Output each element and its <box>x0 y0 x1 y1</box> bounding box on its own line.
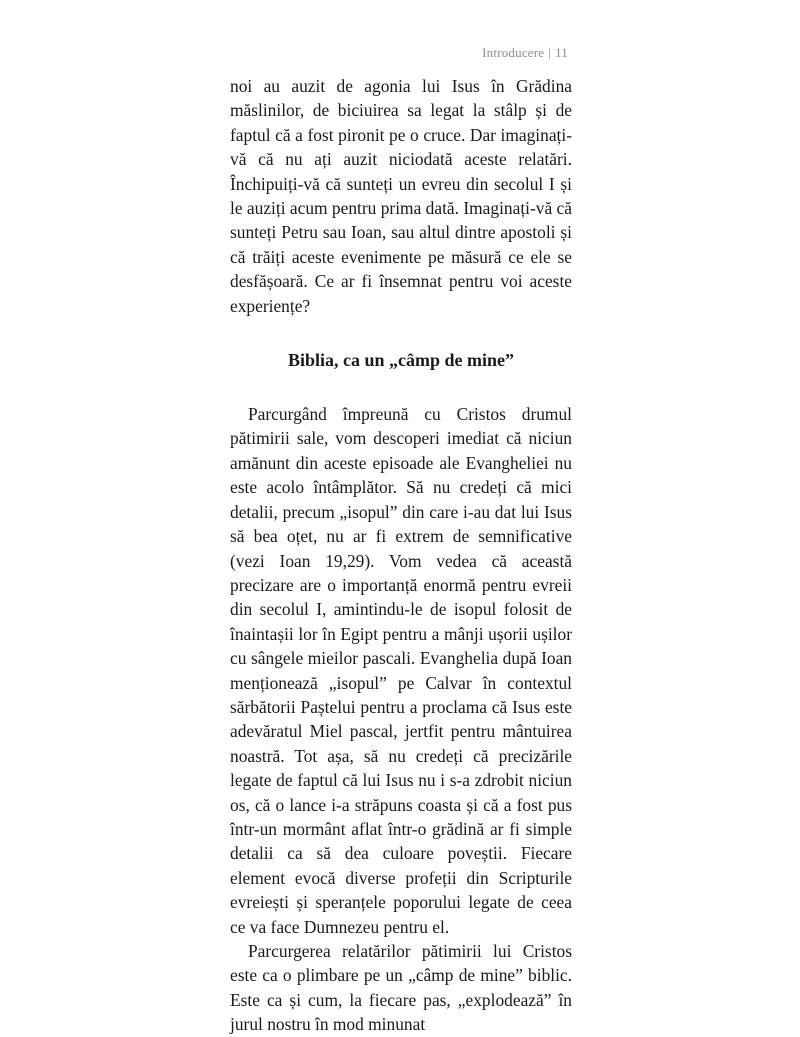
paragraph-continued: noi au auzit de agonia lui Isus în Grădina măslinilor, de biciuirea sa legat la stâlp și de faptul că a fost pironit pe o cruce. Dar imaginați-vă că nu ați auzit niciodată aceste relatări. Închipuiți-vă că sunteți un evreu din secolul I și le auziți acum pentru prima dată. Imaginați-vă că sunteți Petru sau Ioan, sau altul dintre apostoli și că trăiți aceste evenimente pe măsură ce ele se desfășoară. Ce ar fi însemnat pentru voi aceste experiențe? <box>230 76 572 316</box>
body-text <box>230 74 572 1037</box>
section-heading: Biblia, ca un „câmp de mine” <box>287 350 515 371</box>
paragraph: Parcurgerea relatărilor pătimirii lui Cristos este ca o plimbare pe un „câmp de mine” biblic. Este ca și cum, la fiecare pas, „explodează” în jurul nostru în mod minunat <box>230 941 572 1035</box>
running-head-section: Introducere <box>482 45 545 60</box>
running-head-separator: | <box>548 45 552 60</box>
paragraph: Parcurgând împreună cu Cristos drumul pătimirii sale, vom descoperi imediat că niciun amănunt din aceste episoade ale Evangheliei nu este acolo întâmplător. Să nu credeți că mici detalii, precum „isopul” din care i-au dat lui Isus să bea oțet, nu ar fi extrem de semnificative (vezi Ioan 19,29). Vom vedea că această precizare are o importanță enormă pentru evreii din secolul I, amintindu-le de isopul folosit de înaintașii lor în Egipt pentru a mânji ușorii ușilor cu sângele mieilor pascali. Evanghelia după Ioan menționează „isopul” pe Calvar în contextul sărbătorii Paștelui pentru a proclama că Isus este adevăratul Miel pascal, jertfit pentru mântuirea noastră. Tot așa, să nu credeți că precizările legate de faptul că lui Isus nu i s-a zdrobit niciun os, că o lance i-a străpuns coasta și că a fost pus într-un mormânt aflat într-o grădină ar fi simple detalii ca să dea culoare poveștii. Fiecare element evocă diverse profeții din Scripturile evreiești și speranțele poporului legate de ceea ce va face Dumnezeu pentru el. <box>230 404 572 937</box>
page-number: 11 <box>555 45 568 60</box>
running-head <box>482 45 568 61</box>
